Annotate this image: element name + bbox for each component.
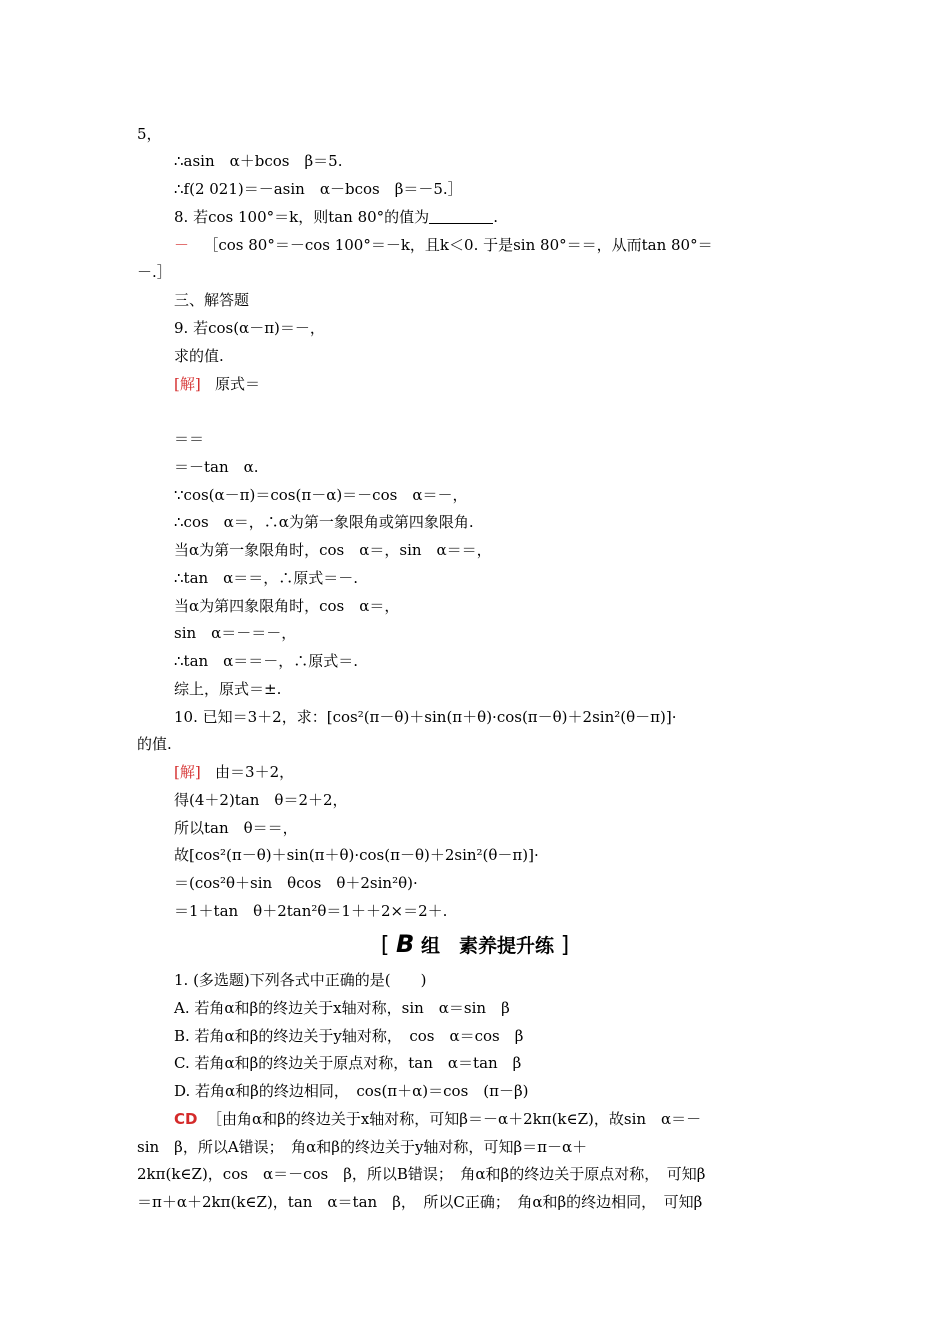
text-line: ＝π＋α＋2kπ(k∈Z)，tan α＝tan β， 所以C正确； 角α和β的终边相同， 可知β: [137, 1193, 703, 1211]
solution-tag: [解]: [174, 763, 201, 781]
question-9: 9. 若cos(α－π)＝－，: [174, 319, 325, 337]
heading-bracket-left: [: [380, 933, 390, 958]
heading-text: 组 素养提升练: [420, 935, 554, 957]
group-b-heading: [0, 931, 950, 959]
text-line: ＝－tan α.: [174, 458, 259, 476]
text-line: ∴cos α＝，∴α为第一象限角或第四象限角.: [174, 513, 474, 531]
text-line: 求的值.: [174, 347, 224, 365]
text-line: sin α＝－＝－，: [174, 624, 297, 642]
section-title: 三、解答题: [174, 291, 250, 309]
text-line: 得(4＋2)tan θ＝2＋2，: [174, 791, 348, 809]
text-line: ＝1＋tan θ＋2tan²θ＝1＋＋2×＝2＋.: [174, 902, 448, 920]
answer-8: [174, 235, 713, 255]
heading-bracket-right: ]: [560, 933, 570, 958]
text-line: 的值.: [137, 735, 172, 753]
text-line: ∴tan α＝＝－，∴原式＝.: [174, 652, 359, 670]
answer-8-value: －: [174, 236, 190, 254]
text-line: 故[cos²(π－θ)＋sin(π＋θ)·cos(π－θ)＋2sin²(θ－π)]·: [174, 846, 539, 864]
text-line: ∴f(2 021)＝－asin α－bcos β＝－5.］: [174, 180, 463, 198]
text-line: ＝＝: [174, 430, 205, 448]
text-line: ∴tan α＝＝，∴原式＝－.: [174, 569, 359, 587]
solution-tag: [解]: [174, 375, 201, 393]
option-c: C. 若角α和β的终边关于原点对称，tan α＝tan β: [174, 1054, 522, 1072]
solution-text: 原式＝: [215, 375, 261, 393]
text-line: ∴asin α＋bcos β＝5.: [174, 152, 343, 170]
answer-b1-text: ［由角α和β的终边关于x轴对称，可知β＝－α＋2kπ(k∈Z)，故sin α＝－: [207, 1110, 702, 1128]
question-8-end: .: [493, 208, 498, 226]
text-line: 综上，原式＝±.: [174, 680, 282, 698]
heading-letter: B: [396, 930, 415, 958]
answer-b1-value: CD: [174, 1110, 198, 1128]
text-line: 所以tan θ＝＝，: [174, 819, 298, 837]
text-line: 当α为第一象限角时，cos α＝，sin α＝＝，: [174, 541, 492, 559]
option-b: B. 若角α和β的终边关于y轴对称， cos α＝cos β: [174, 1027, 524, 1045]
answer-b1: [174, 1109, 701, 1129]
text-line: 2kπ(k∈Z)，cos α＝－cos β，所以B错误； 角α和β的终边关于原点对称， 可知β: [137, 1165, 706, 1183]
text-line: 5，: [137, 125, 162, 143]
solution-10-start: [174, 762, 294, 782]
question-8-text: 8. 若cos 100°＝k，则tan 80°的值为: [174, 208, 430, 226]
option-d: D. 若角α和β的终边相同， cos(π＋α)＝cos (π－β): [174, 1082, 529, 1100]
text-line: ∵cos(α－π)＝cos(π－α)＝－cos α＝－，: [174, 486, 468, 504]
solution-text: 由＝3＋2，: [215, 763, 295, 781]
answer-blank: [429, 209, 493, 224]
solution-9-start: [174, 374, 260, 394]
question-8: [174, 207, 498, 227]
option-a: A. 若角α和β的终边关于x轴对称，sin α＝sin β: [174, 999, 510, 1017]
text-line: －.］: [137, 263, 172, 281]
question-b1: 1. (多选题)下列各式中正确的是( ): [174, 971, 427, 989]
question-10: 10. 已知＝3＋2，求：[cos²(π－θ)＋sin(π＋θ)·cos(π－θ)＋2sin²(θ－π)]·: [174, 708, 677, 726]
text-line: ＝(cos²θ＋sin θcos θ＋2sin²θ)·: [174, 874, 418, 892]
text-line: 当α为第四象限角时，cos α＝，: [174, 597, 400, 615]
answer-8-text: ［cos 80°＝－cos 100°＝－k，且k＜0. 于是sin 80°＝＝，从而tan 80°＝: [203, 236, 713, 254]
text-line: sin β，所以A错误； 角α和β的终边关于y轴对称，可知β＝π－α＋: [137, 1138, 588, 1156]
